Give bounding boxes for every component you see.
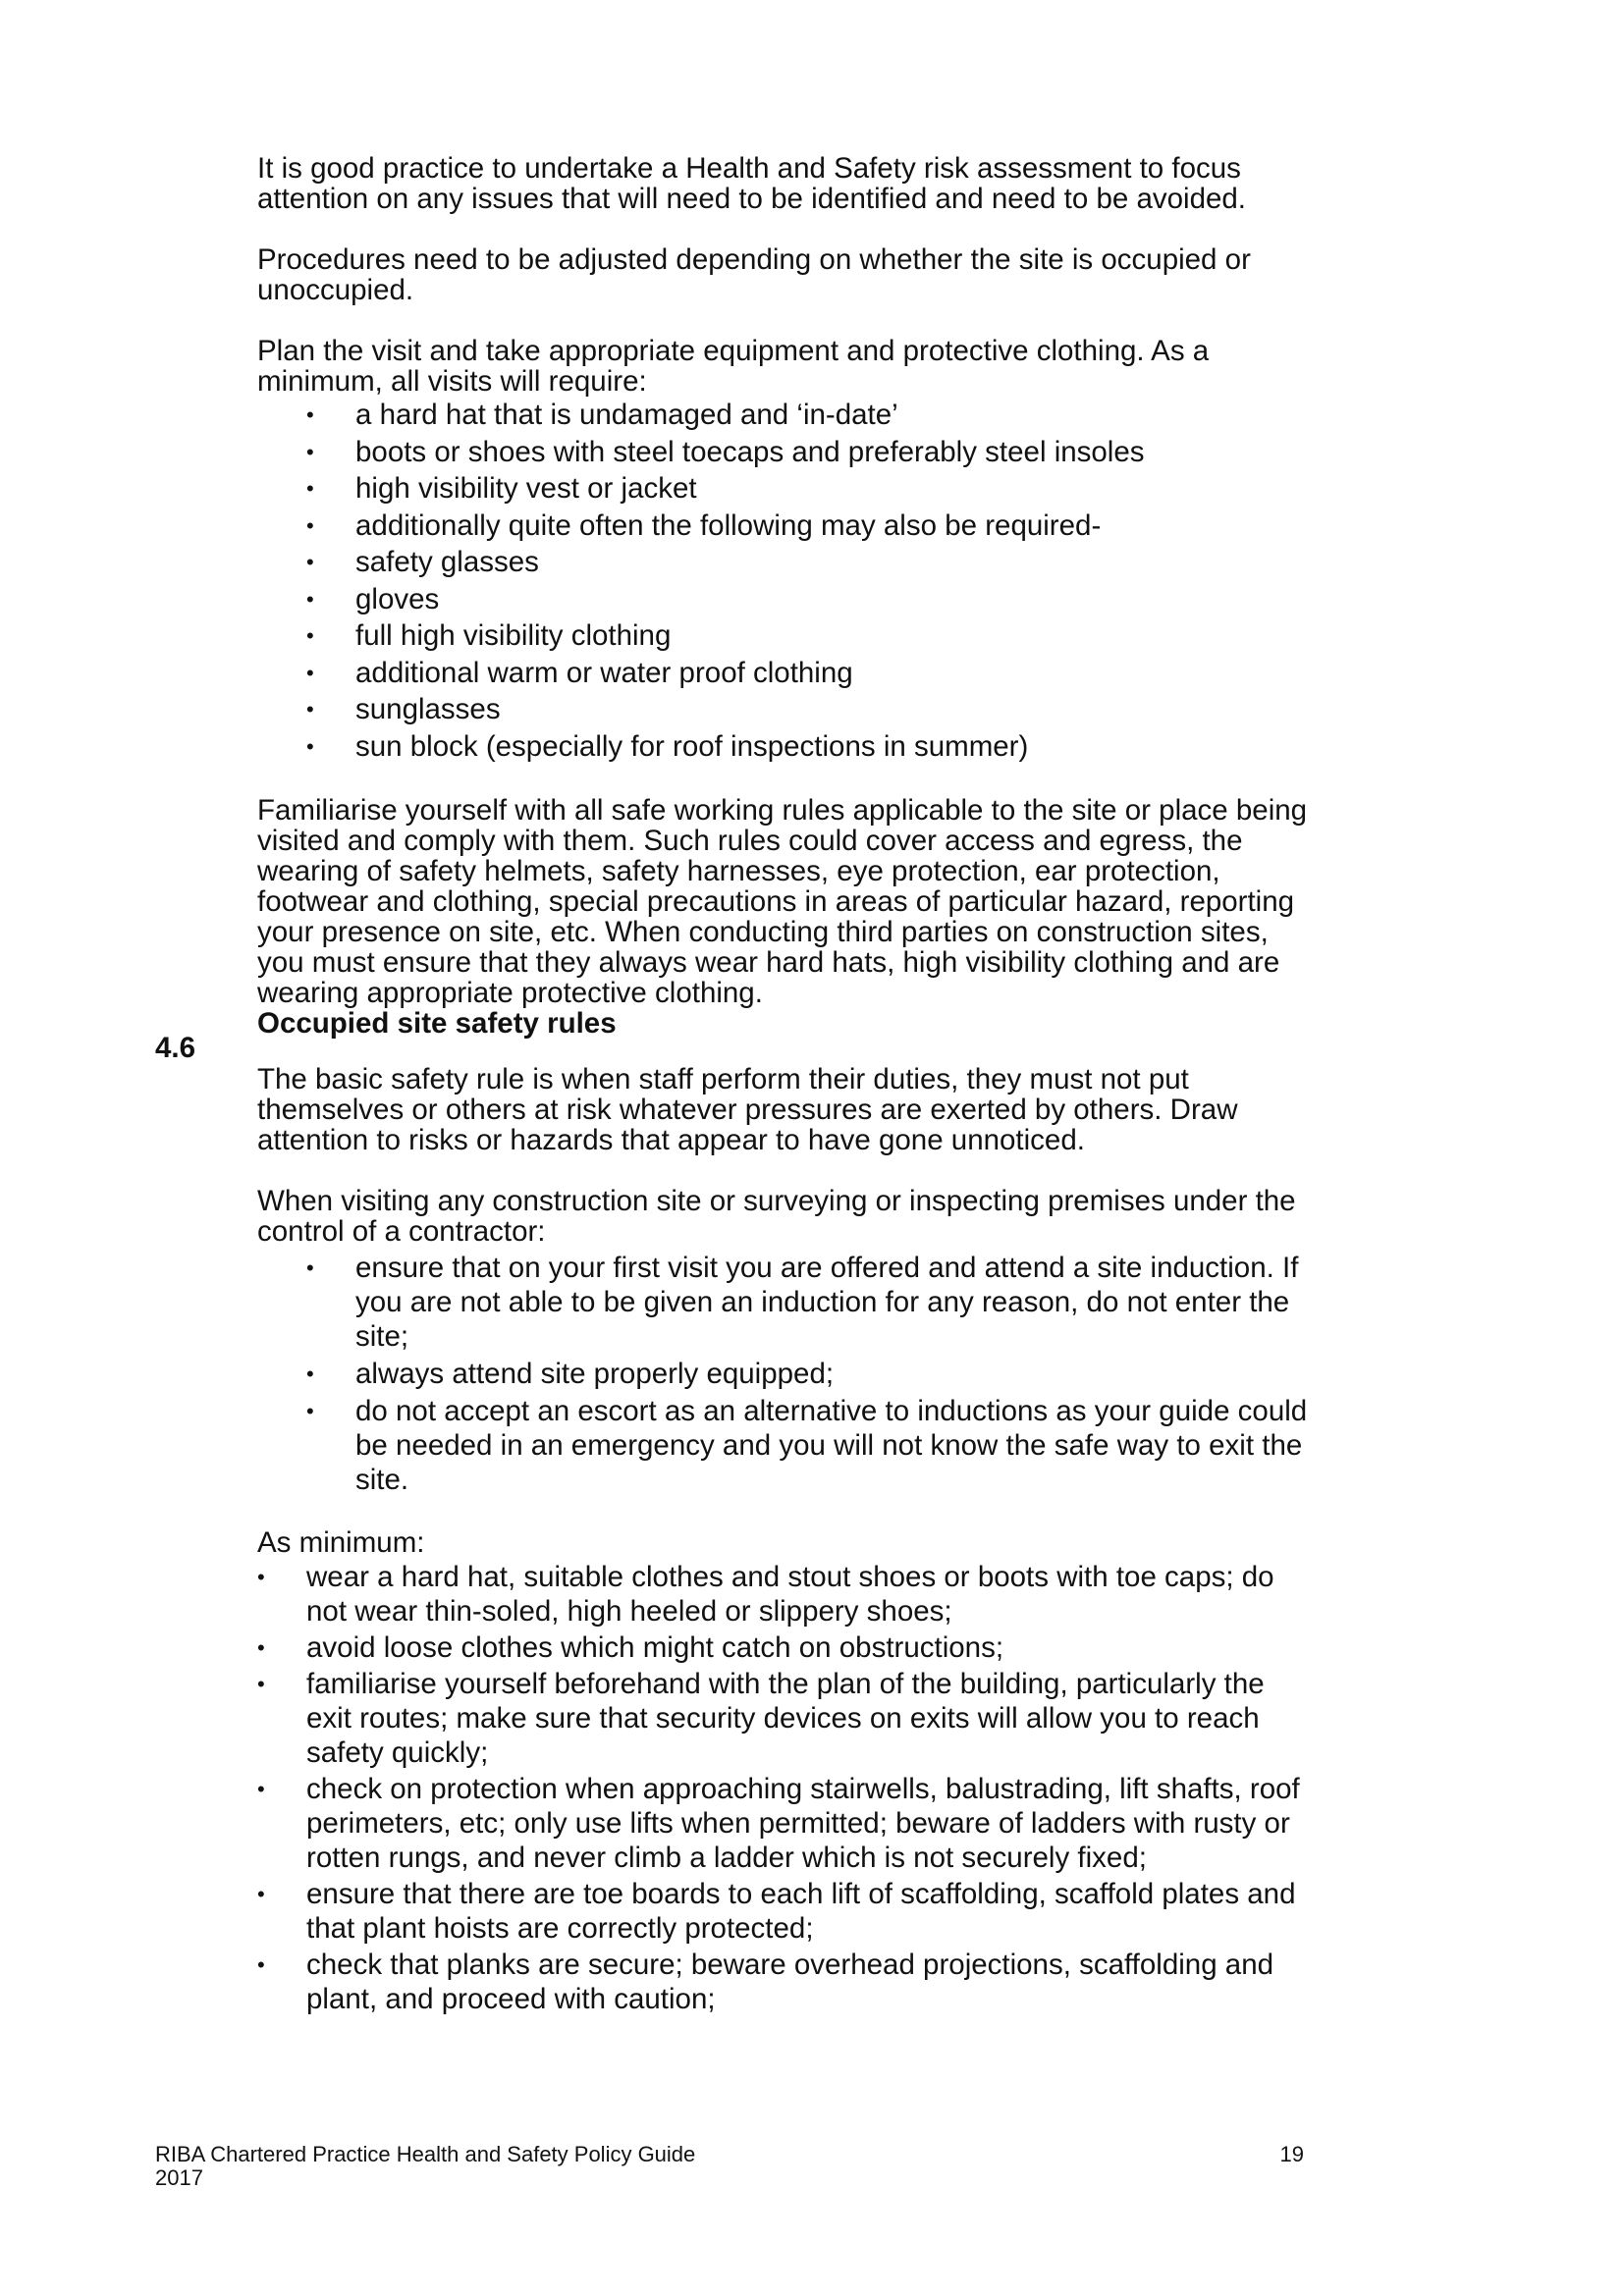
list-item (257, 581, 1308, 618)
list-item-text: a hard hat that is undamaged and ‘in-date’ (355, 399, 898, 431)
paragraph-safe-working-rules: Familiarise yourself with all safe working rules applicable to the site or place being visited and comply with them. Such rules could cover access and egress, the wearing of safety helmets, safety harnesses, eye protection, ear protection, footwear and clothing, special precautions in areas of particular hazard, reporting your presence on site, etc. When conducting third parties on construction sites, you must ensure that they always wear hard hats, high visibility clothing and are wearing appropriate protective clothing. (257, 794, 1308, 1009)
list-item-text: sun block (especially for roof inspections in summer) (355, 729, 1029, 763)
list-item-text: always attend site properly equipped; (355, 1358, 835, 1390)
list-item (257, 1630, 1308, 1665)
bullet-icon: • (306, 1362, 314, 1386)
paragraph-risk-assessment: It is good practice to undertake a Health and Safety risk assessment to focus attention on any issues that will need to be identified and need to be avoided. (257, 152, 1247, 215)
list-item (257, 1394, 1308, 1497)
bullet-icon: • (306, 1255, 314, 1280)
paragraph-as-minimum: As minimum: (257, 1526, 425, 1559)
list-item-text: do not accept an escort as an alternative to inductions as your guide could be needed in an emergency and you will not know the safe way to exit the site. (355, 1395, 1308, 1496)
list-item (257, 617, 1308, 655)
list-item (257, 507, 1308, 545)
list-item-text: wear a hard hat, suitable clothes and stout shoes or boots with toe caps; do not wear thin-soled, high heeled or slippery shoes; (306, 1561, 1274, 1628)
list-item (257, 728, 1308, 766)
list-item-text: gloves (355, 582, 440, 615)
page-footer (155, 2143, 1304, 2190)
bullet-icon: • (257, 1565, 265, 1589)
bullet-icon: • (257, 1952, 265, 1977)
section-number: 4.6 (155, 1032, 196, 1064)
list-item (257, 1877, 1308, 1946)
bullet-icon: • (257, 1672, 265, 1696)
list-item (257, 1251, 1308, 1354)
paragraph-construction-site: When visiting any construction site or surveying or inspecting premises under the control of a contractor: (257, 1185, 1296, 1248)
contractor-list (257, 1251, 1308, 1497)
bullet-icon: • (306, 586, 314, 612)
list-item-text: safety glasses (355, 546, 539, 578)
bullet-icon: • (306, 476, 314, 501)
list-item (257, 470, 1308, 507)
list-item-text: ensure that on your first visit you are offered and attend a site induction. If you are not able to be given an induction for any reason, do not enter the site; (355, 1252, 1299, 1353)
section-title: Occupied site safety rules (257, 1007, 617, 1040)
bullet-icon: • (257, 1882, 265, 1906)
list-item-text: familiarise yourself beforehand with the plan of the building, particularly the exit routes; make sure that security devices on exits will allow you to reach safety quickly; (306, 1668, 1265, 1769)
footer-year: 2017 (155, 2165, 203, 2190)
paragraph-plan-visit: Plan the visit and take appropriate equipment and protective clothing. As a minimum, all visits will require: (257, 335, 1210, 398)
bullet-icon: • (306, 697, 314, 721)
equipment-list (257, 397, 1308, 765)
list-item (257, 397, 1308, 434)
list-item (257, 655, 1308, 692)
list-item-text: additionally quite often the following may also be required- (355, 508, 1102, 542)
page-number: 19 (1279, 2142, 1304, 2166)
list-item-text: additional warm or water proof clothing (355, 656, 853, 689)
list-item (257, 1772, 1308, 1875)
bullet-icon: • (306, 550, 314, 574)
paragraph-basic-safety-rule: The basic safety rule is when staff perform their duties, they must not put themselves or others at risk whatever pressures are exerted by others. Draw attention to risks or hazards that appear to have gone unnoticed. (257, 1063, 1238, 1156)
list-item (257, 691, 1308, 728)
page-content (257, 153, 1308, 2018)
list-item-text: avoid loose clothes which might catch on obstructions; (306, 1631, 1004, 1664)
bullet-icon: • (306, 733, 314, 759)
bullet-icon: • (306, 439, 314, 464)
list-item (257, 1357, 1308, 1391)
bullet-icon: • (306, 1399, 314, 1423)
list-item (257, 434, 1308, 471)
footer-document-title: RIBA Chartered Practice Health and Safety Policy Guide (155, 2142, 696, 2166)
bullet-icon: • (257, 1777, 265, 1801)
list-item-text: high visibility vest or jacket (355, 472, 697, 505)
list-item (257, 1560, 1308, 1629)
list-item-text: full high visibility clothing (355, 619, 672, 652)
bullet-icon: • (306, 623, 314, 648)
bullet-icon: • (306, 402, 314, 427)
list-item-text: boots or shoes with steel toecaps and preferably steel insoles (355, 435, 1145, 468)
list-item-text: check that planks are secure; beware overhead projections, scaffolding and plant, and proceed with caution; (306, 1949, 1274, 2015)
bullet-icon: • (306, 660, 314, 685)
list-item-text: check on protection when approaching stairwells, balustrading, lift shafts, roof perimeters, etc; only use lifts when permitted; beware of ladders with rusty or rotten rungs, and never climb a ladder which is not securely fixed; (306, 1773, 1300, 1874)
list-item-text: ensure that there are toe boards to each lift of scaffolding, scaffold plates and that plant hoists are correctly protected; (306, 1878, 1296, 1945)
bullet-icon: • (257, 1635, 265, 1660)
paragraph-procedures: Procedures need to be adjusted depending on whether the site is occupied or unoccupied. (257, 243, 1251, 306)
list-item (257, 544, 1308, 581)
list-item (257, 1667, 1308, 1770)
list-item (257, 1948, 1308, 2016)
list-item-text: sunglasses (355, 693, 501, 725)
minimum-list (257, 1560, 1308, 2016)
bullet-icon: • (306, 512, 314, 538)
